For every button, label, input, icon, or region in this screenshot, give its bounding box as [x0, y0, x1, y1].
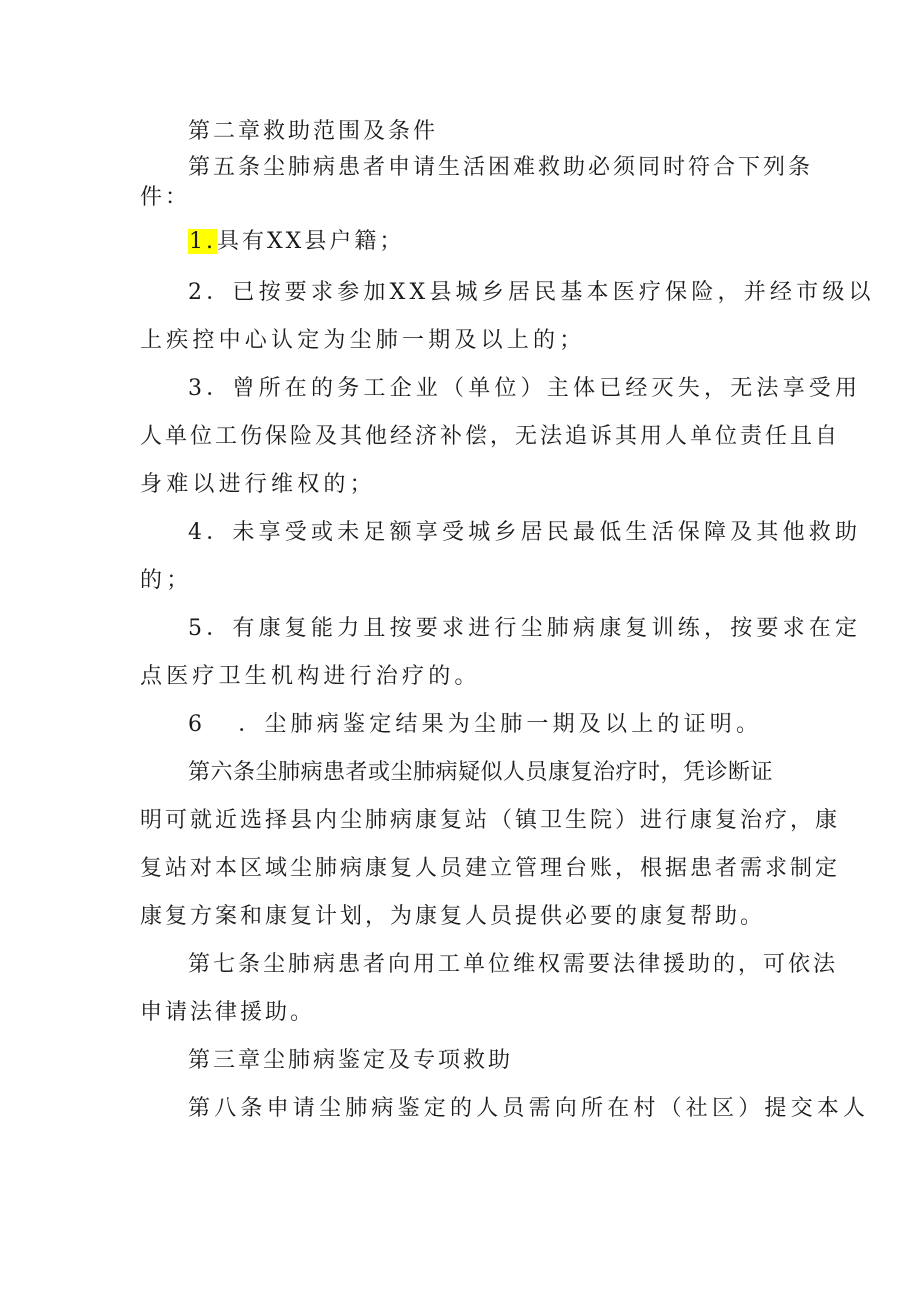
item-4-line-1: 4．未享受或未足额享受城乡居民最低生活保障及其他救助 — [188, 520, 862, 545]
item-6-number: 6 — [188, 712, 207, 737]
article-5-line-2: 件： — [140, 185, 191, 210]
article-6-line-1: 第六条尘肺病患者或尘肺病疑似人员康复治疗时，凭诊断证 — [188, 760, 774, 785]
item-3-line-3: 身难以进行维权的； — [140, 472, 376, 497]
article-8-line-1: 第八条申请尘肺病鉴定的人员需向所在村（社区）提交本人 — [188, 1096, 870, 1121]
item-5-line-2: 点医疗卫生机构进行治疗的。 — [140, 664, 481, 689]
article-6-line-2: 明可就近选择县内尘肺病康复站（镇卫生院）进行康复治疗，康 — [140, 808, 841, 833]
article-6-line-3: 复站对本区域尘肺病康复人员建立管理台账，根据患者需求制定 — [140, 856, 841, 881]
item-6-text: ．尘肺病鉴定结果为尘肺一期及以上的证明。 — [238, 712, 763, 737]
item-1-text: 具有XX县户籍； — [217, 229, 405, 254]
item-3-line-1: 3．曾所在的务工企业（单位）主体已经灭失，无法享受用 — [188, 376, 862, 401]
chapter-3-title: 第三章尘肺病鉴定及专项救助 — [188, 1048, 514, 1073]
article-7-line-1: 第七条尘肺病患者向用工单位维权需要法律援助的，可依法 — [188, 952, 839, 977]
article-7-line-2: 申请法律援助。 — [140, 1000, 316, 1025]
item-2-line-1: 2．已按要求参加XX县城乡居民基本医疗保险，并经市级以 — [188, 280, 875, 305]
item-6 — [188, 710, 762, 740]
item-2-line-2: 上疾控中心认定为尘肺一期及以上的； — [140, 328, 586, 353]
article-5-line-1: 第五条尘肺病患者申请生活困难救助必须同时符合下列条 — [188, 155, 814, 180]
item-5-line-1: 5．有康复能力且按要求进行尘肺病康复训练，按要求在定 — [188, 616, 862, 641]
item-1 — [188, 227, 404, 257]
item-4-line-2: 的； — [140, 568, 193, 593]
item-1-number-highlighted: 1. — [189, 229, 216, 254]
article-6-line-4: 康复方案和康复计划，为康复人员提供必要的康复帮助。 — [140, 904, 766, 929]
item-3-line-2: 人单位工伤保险及其他经济补偿，无法追诉其用人单位责任且自 — [140, 424, 841, 449]
chapter-2-title: 第二章救助范围及条件 — [188, 119, 439, 144]
